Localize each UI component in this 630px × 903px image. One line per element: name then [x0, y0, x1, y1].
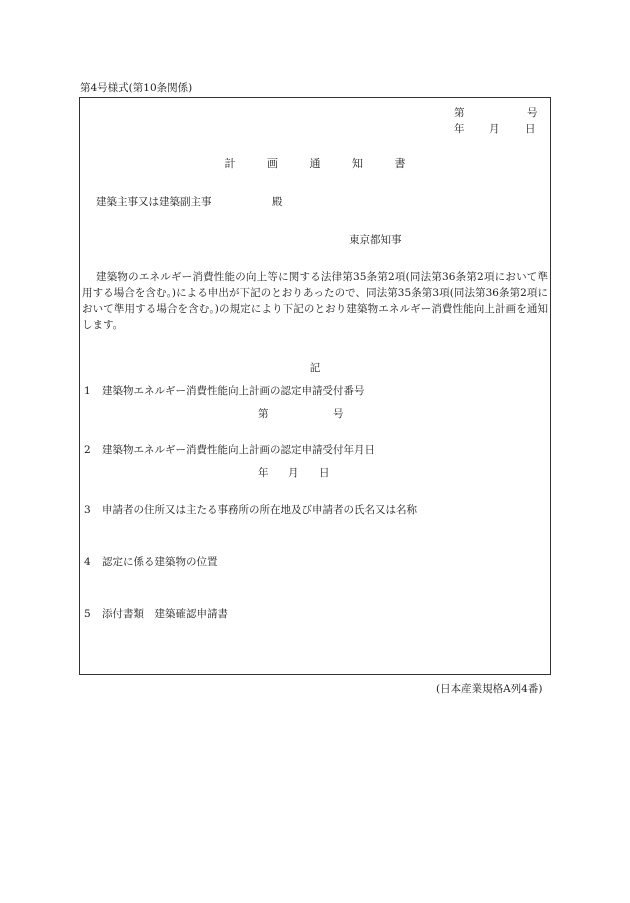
item-5: [84, 607, 228, 621]
item-2: [84, 443, 375, 457]
item-4: [84, 555, 218, 569]
title-char: 画: [267, 157, 278, 170]
title-char: 知: [352, 157, 363, 170]
item-3: [84, 503, 417, 517]
receipt-number-suffix: 号: [333, 408, 344, 420]
notice-date-day: 日: [525, 123, 536, 135]
ki-heading: 記: [309, 362, 321, 374]
title-char: 計: [224, 157, 236, 170]
title-char: 通: [309, 157, 321, 170]
receipt-date-day: 日: [319, 467, 330, 479]
item-number: 5: [84, 608, 91, 620]
item-number: 1: [84, 385, 91, 397]
notice-date-month: 月: [489, 123, 500, 135]
paper-size-note: (日本産業規格A列4番): [436, 683, 543, 695]
notice-number-prefix: 第: [454, 107, 465, 119]
notice-date-year: 年: [454, 123, 465, 135]
item-number: 4: [84, 556, 91, 568]
title-char: 書: [394, 157, 406, 170]
addressee-honorific: 殿: [272, 196, 283, 208]
document-title: [0, 157, 630, 171]
sender: 東京都知事: [349, 234, 402, 246]
item-number: 2: [84, 444, 91, 456]
receipt-number-prefix: 第: [258, 408, 269, 420]
receipt-date-year: 年: [258, 467, 269, 479]
item-label: 認定に係る建築物の位置: [102, 556, 218, 568]
form-label: 第4号様式(第10条関係): [80, 82, 193, 94]
notice-number-suffix: 号: [527, 107, 538, 119]
item-label: 添付書類 建築確認申請書: [102, 608, 228, 620]
item-label: 申請者の住所又は主たる事務所の所在地及び申請者の氏名又は名称: [102, 504, 417, 516]
item-label: 建築物エネルギー消費性能向上計画の認定申請受付年月日: [102, 444, 375, 456]
item-number: 3: [84, 504, 91, 516]
notice-body: 建築物のエネルギー消費性能の向上等に関する法律第35条第2項(同法第36条第2項において準用する場合を含む。)による申出が下記のとおりあったので、同法第35条第3項(同法第36条第2項において準用する場合を含む。)の規定により下記のとおり建築物エネルギー消費性能向上計画を通知します。: [82, 271, 548, 331]
item-1: [84, 384, 365, 398]
item-label: 建築物エネルギー消費性能向上計画の認定申請受付番号: [102, 385, 365, 397]
addressee: 建築主事又は建築副主事: [96, 196, 212, 208]
receipt-date-month: 月: [288, 467, 299, 479]
